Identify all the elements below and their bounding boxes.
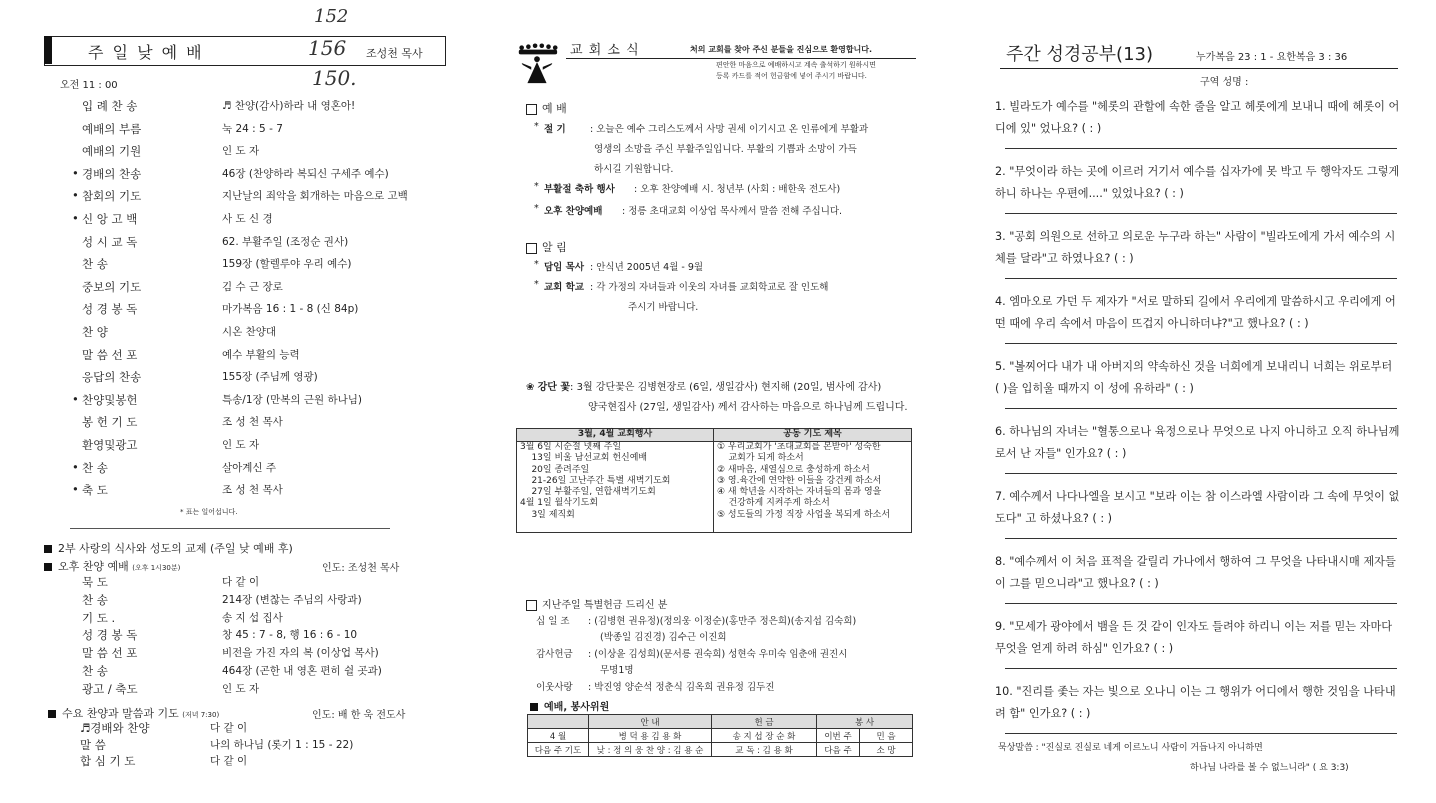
study-question: 10. "진리를 좇는 자는 빛으로 오나니 이는 그 행위가 어디에서 행한 것임을 나타내려 함" 인가요? ( : ) <box>995 685 1396 720</box>
offering-label: 감사헌금 <box>536 649 573 660</box>
order-label: 경배의 찬송 <box>82 166 142 181</box>
answer-line <box>1005 278 1397 279</box>
afternoon-label: 말 씀 선 포 <box>82 646 138 661</box>
order-row <box>82 121 442 139</box>
afternoon-row <box>82 681 412 697</box>
order-star: • <box>72 188 79 203</box>
offering-text: : 박진영 양순석 정춘식 김옥희 권유정 김두진 <box>588 682 775 693</box>
service-header-cell: 안 내 <box>589 715 712 729</box>
order-value: 159장 (할렐루야 우리 예수) <box>222 258 352 271</box>
service-cell: 민 음 <box>860 729 913 743</box>
prayer-item: ⑤ 성도들의 가정 직장 사업을 복되게 하소서 <box>717 509 891 520</box>
worship-news-label: 오후 찬양예배 <box>544 206 603 217</box>
wednesday-value: 다 같 이 <box>210 722 248 734</box>
order-value: 살아계신 주 <box>222 461 277 474</box>
order-label: 입 례 찬 송 <box>82 99 138 113</box>
event-item: 27일 부활주일, 연합새벽기도회 <box>520 487 656 498</box>
study-question: 3. "공회 의원으로 선하고 의로운 누구라 하는" 사람이 "빌라도에게 가서 예수의 시체를 달라"고 하였나요? ( : ) <box>995 230 1396 265</box>
order-star: • <box>72 391 79 406</box>
service-cell: 소 망 <box>860 743 913 757</box>
event-item: 21-26일 고난주간 특별 새벽기도회 <box>520 475 671 486</box>
wednesday-row <box>70 720 410 736</box>
events-header: 3월, 4월 교회행사 <box>517 429 714 442</box>
flower-line <box>526 378 881 393</box>
afternoon-label: 광고 / 축도 <box>82 681 138 696</box>
event-item: 20일 종려주일 <box>520 464 590 475</box>
bullet-square-icon <box>44 563 52 571</box>
prayer-item <box>717 521 908 532</box>
afternoon-row <box>82 574 412 590</box>
afternoon-row <box>82 645 412 661</box>
order-label: 봉 헌 기 도 <box>82 415 138 430</box>
prayers-list <box>714 442 912 533</box>
order-row <box>82 369 442 387</box>
order-value: 62. 부활주일 (조정순 권사) <box>222 235 349 248</box>
order-value: 사 도 신 경 <box>222 213 273 225</box>
service-header-cell: 헌 금 <box>712 715 817 729</box>
bullet-square-icon <box>48 710 56 718</box>
answer-line <box>1005 733 1397 734</box>
order-value: 시온 찬양대 <box>222 326 277 338</box>
title-box-marker <box>44 36 52 64</box>
order-label: 찬 양 <box>82 325 108 339</box>
afternoon-value: 비전을 가진 자의 복 (이상업 목사) <box>222 647 379 660</box>
order-value: 마가복음 16 : 1 - 8 (신 84p) <box>222 303 359 316</box>
order-row <box>72 459 442 478</box>
flower-text: : 3월 강단꽃은 김병현장로 (6일, 생일감사) 현지해 (20일, 범사에 감사) <box>570 382 882 393</box>
order-row <box>82 324 442 342</box>
choir-logo-icon <box>514 40 560 86</box>
order-value: 인 도 자 <box>222 439 260 451</box>
news-title: 교 회 소 식 <box>570 43 640 58</box>
order-label: 성 시 교 독 <box>82 234 138 249</box>
service-heading-text: 예배, 봉사위원 <box>544 702 610 713</box>
notice-label: 교회 학교 <box>544 282 585 293</box>
worship-news-label: 부활절 축하 행사 <box>544 184 615 195</box>
wednesday-leader: 인도: 배 한 욱 전도사 <box>312 710 406 721</box>
notice-heading <box>526 239 567 255</box>
service-heading <box>530 698 609 713</box>
offering-heading <box>526 596 667 611</box>
answer-line <box>1005 538 1397 539</box>
page-title: 주 일 낮 예 배 <box>88 43 204 62</box>
afternoon-row <box>82 610 412 626</box>
checkbox-icon <box>526 600 537 611</box>
wednesday-label: 말 씀 <box>80 737 106 752</box>
offering-text: : (김병현 권유정)(정의웅 이정순)(홍만주 정은희)(송지섭 김숙희) <box>588 616 857 627</box>
offering-label: 이웃사랑 <box>536 682 573 693</box>
worship-news-bullet: * <box>534 121 539 132</box>
order-label: 중보의 기도 <box>82 279 142 294</box>
service-cell: 다음 주 <box>817 743 860 757</box>
afternoon-value: 송 지 섭 집사 <box>222 611 283 624</box>
notice-label: 담임 목사 <box>544 262 585 273</box>
service-table <box>527 714 913 757</box>
offering-text: 무명1명 <box>600 665 634 676</box>
order-row <box>82 437 442 455</box>
study-question: 8. "예수께서 이 처음 표적을 갈릴리 가나에서 행하여 그 무엇을 나타내시매 제자들이 그를 믿으니라"고 했나요? ( : ) <box>995 555 1396 590</box>
study-question: 1. 빌라도가 예수를 "헤롯의 관할에 속한 줄을 알고 헤롯에게 보내니 때에 헤롯이 어디에 있" 었나요? ( : ) <box>995 100 1400 135</box>
flower-label: 강단 꽃 <box>537 382 571 393</box>
answer-line <box>1005 148 1397 149</box>
wednesday-heading <box>48 705 219 721</box>
service-time: 오전 11 : 00 <box>60 80 118 91</box>
standing-note: * 표는 일어섭니다. <box>180 508 238 516</box>
news-title-rule <box>566 58 916 59</box>
part2-text: 2부 사랑의 식사와 성도의 교제 (주일 낮 예배 후) <box>58 542 293 555</box>
wednesday-row <box>70 753 410 769</box>
meditation-line: 하나님 나라를 볼 수 없느니라" ( 요 3:3) <box>1190 763 1349 773</box>
notice-bullet: * <box>534 259 539 270</box>
worship-news-label: 절 기 <box>544 124 566 135</box>
order-label: 찬 송 <box>82 257 108 272</box>
meditation-line: 묵상말씀 : "진실로 진실로 네게 이르노니 사람이 거듭나지 아니하면 <box>998 743 1263 753</box>
checkbox-icon <box>526 104 537 115</box>
wednesday-value: 다 같 이 <box>210 755 248 767</box>
afternoon-value: 214장 (변찮는 주님의 사랑과) <box>222 593 362 606</box>
service-header-cell: 봉 사 <box>817 715 913 729</box>
order-star: • <box>72 482 79 497</box>
wednesday-time: (저녁 7:30) <box>182 711 220 719</box>
name-label: 구역 성명 : <box>1200 77 1249 88</box>
order-row <box>82 143 442 161</box>
wednesday-value: 나의 하나님 (롯기 1 : 15 - 22) <box>210 738 354 751</box>
notice-text: 주시기 바랍니다. <box>628 302 699 313</box>
notice-bullet: * <box>534 279 539 290</box>
checkbox-icon <box>526 243 537 254</box>
order-row <box>82 414 442 432</box>
worship-news-bullet: * <box>534 203 539 214</box>
order-label: 환영및광고 <box>82 438 138 452</box>
prayer-item: ④ 새 학년을 시작하는 자녀들의 몸과 영을 <box>717 487 882 498</box>
notice-text: : 안식년 2005년 4월 - 9월 <box>590 262 704 273</box>
order-value: 인 도 자 <box>222 145 260 158</box>
order-value: 46장 (찬양하라 복되신 구세주 예수) <box>222 167 389 180</box>
afternoon-label: 성 경 봉 독 <box>82 628 138 643</box>
order-value: 특송/1장 (만복의 근원 하나님) <box>222 393 362 406</box>
study-question: 2. "무엇이라 하는 곳에 이르러 거기서 예수를 십자가에 못 박고 두 행악자도 그렇게 하니 하나는 우편에...." 있었나요? ( : ) <box>995 165 1400 200</box>
order-value: 김 수 근 장로 <box>222 280 283 293</box>
answer-line <box>1005 668 1397 669</box>
order-value: 지난날의 죄악을 회개하는 마음으로 고백 <box>222 190 408 203</box>
service-cell: 이번 주 <box>817 729 860 743</box>
order-row <box>72 391 442 410</box>
order-row <box>82 301 442 319</box>
order-star: • <box>72 211 79 225</box>
order-label: 예배의 부름 <box>82 121 142 136</box>
worship-news-bullet: * <box>534 181 539 192</box>
order-row <box>82 98 442 116</box>
order-label: 찬 송 <box>82 460 108 475</box>
worship-heading <box>526 100 567 116</box>
order-value: 155장 (주님께 영광) <box>222 371 318 384</box>
order-row <box>72 482 442 500</box>
study-question: 9. "모세가 광야에서 뱀을 든 것 같이 인자도 들려야 하리니 이는 저를 믿는 자마다 무엇을 얻게 하려 하심" 인가요? ( : ) <box>995 620 1393 655</box>
order-row <box>72 165 442 184</box>
event-item: 13일 비울 남선교회 헌신예배 <box>520 453 648 464</box>
handwritten-note: 150. <box>312 66 357 90</box>
afternoon-row <box>82 627 412 643</box>
service-cell: 송 지 섭 장 순 화 <box>712 729 817 743</box>
answer-line <box>1005 343 1397 344</box>
offering-text: : (이상윤 김성희)(문서릉 권숙희) 성현숙 우미숙 임춘애 권진시 <box>588 649 848 660</box>
order-label: 참회의 기도 <box>82 189 142 204</box>
prayer-item: ② 새마음, 새열심으로 충성하게 하소서 <box>717 464 870 475</box>
prayer-header: 공동 기도 제목 <box>714 429 912 442</box>
event-item <box>520 521 710 532</box>
order-label: 찬양및봉헌 <box>82 392 138 407</box>
worship-heading-text: 예 배 <box>542 102 567 115</box>
flower-line-2: 양국현집사 (27일, 생일감사) 께서 감사하는 마음으로 하나님께 드립니다. <box>588 402 908 413</box>
order-star: • <box>72 459 79 474</box>
answer-line <box>1005 213 1397 214</box>
order-label: 성 경 봉 독 <box>82 302 138 317</box>
order-value: 눅 24 : 5 - 7 <box>222 122 283 135</box>
afternoon-heading <box>44 558 180 574</box>
worship-news-text: 영생의 소망을 주신 부활주일입니다. 부활의 기쁨과 소망이 가득 <box>594 144 857 155</box>
event-item: 3일 제직회 <box>520 509 575 520</box>
welcome-line: 편안한 마음으로 예배하시고 계속 출석하기 원하시면 <box>716 61 876 69</box>
event-item: 3월 6일 시순절 넷째 주일 <box>520 442 622 452</box>
answer-line <box>1005 408 1397 409</box>
afternoon-label: 기 도 . <box>82 610 116 625</box>
welcome-line: 처의 교회를 찾아 주신 분들을 진심으로 환영합니다. <box>690 45 873 54</box>
wednesday-row <box>70 737 410 753</box>
study-question: 7. 예수께서 나다나엘을 보시고 "보라 이는 참 이스라엘 사람이라 그 속에 무엇이 없도다" 고 하셨나요? ( : ) <box>995 490 1400 525</box>
welcome-line: 등록 카드를 적어 헌금함에 넣어 주시기 바랍니다. <box>716 72 867 80</box>
order-row <box>72 188 442 206</box>
bullet-square-icon <box>44 545 52 553</box>
order-value: 조 성 천 목사 <box>222 484 283 497</box>
bullet-square-icon <box>530 703 538 711</box>
worship-news-text: : 정릉 초대교회 이상업 목사께서 말씀 전해 주십니다. <box>622 206 843 217</box>
order-label: 축 도 <box>82 483 108 498</box>
afternoon-row <box>82 663 412 679</box>
afternoon-row <box>82 592 412 608</box>
study-range: 누가복음 23 : 1 - 요한복음 3 : 36 <box>1196 52 1348 63</box>
flower-icon: ❀ <box>526 382 538 393</box>
offering-text: (박종일 김진경) 김수근 이진희 <box>600 632 727 643</box>
handwritten-note: 156 <box>308 36 347 60</box>
afternoon-time: (오후 1시30분) <box>132 564 181 572</box>
order-row <box>82 256 442 274</box>
afternoon-label: 찬 송 <box>82 664 108 678</box>
wednesday-label: ♬경배와 찬양 <box>80 721 150 735</box>
handwritten-note: 152 <box>314 6 349 27</box>
prayer-item: 건강하게 지켜주게 하소서 <box>717 498 830 509</box>
afternoon-value: 다 같 이 <box>222 576 260 588</box>
study-question: 6. 하나님의 자녀는 "혈통으로나 육정으로나 무엇으로 나지 아니하고 오직 하나님께로서 난 자들" 인가요? ( : ) <box>995 425 1400 460</box>
order-value: 조 성 천 목사 <box>222 416 283 429</box>
events-list <box>517 442 714 533</box>
service-cell: 낮 : 정 의 웅 찬 양 : 김 용 순 <box>589 743 712 757</box>
afternoon-title: 오후 찬양 예배 <box>58 560 129 573</box>
afternoon-value: 인 도 자 <box>222 682 260 695</box>
wednesday-title: 수요 찬양과 말씀과 기도 <box>62 707 179 720</box>
part2-heading <box>44 540 293 556</box>
offering-heading-text: 지난주일 특별헌금 드리신 분 <box>542 600 668 611</box>
afternoon-value: 창 45 : 7 - 8, 행 16 : 6 - 10 <box>222 629 358 642</box>
study-title: 주간 성경공부(13) <box>1006 44 1153 65</box>
afternoon-label: 묵 도 <box>82 575 108 589</box>
service-cell: 병 덕 용 김 용 화 <box>589 729 712 743</box>
afternoon-label: 찬 송 <box>82 592 108 607</box>
order-label: 응답의 찬송 <box>82 370 142 385</box>
worship-news-text: : 오후 찬양예배 시. 청년부 (사회 : 배한욱 전도사) <box>634 184 841 195</box>
notice-heading-text: 알 림 <box>542 241 567 254</box>
service-cell: 교 독 : 김 용 화 <box>712 743 817 757</box>
order-star: • <box>72 165 79 180</box>
offering-label: 십 일 조 <box>536 616 570 627</box>
divider <box>70 528 390 529</box>
study-question: 5. "볼찌어다 내가 내 아버지의 약속하신 것을 너희에게 보내리니 너희는 위로부터 ( )을 입히울 때까지 이 성에 유하라" ( : ) <box>995 360 1393 395</box>
order-label: 예배의 기원 <box>82 144 142 159</box>
service-cell: 다음 주 기도 <box>528 743 589 757</box>
event-item: 4월 1일 월삭기도회 <box>520 498 599 509</box>
wednesday-label: 합 심 기 도 <box>80 754 136 768</box>
study-question: 4. 엠마오로 가던 두 제자가 "서로 말하되 길에서 우리에게 말씀하시고 우리에게 어떤 때에 우리 속에서 마음이 뜨겁지 아니하더냐?"고 했나요? ( : ) <box>995 295 1396 330</box>
worship-news-text: : 오늘은 예수 그리스도께서 사망 권세 이기시고 온 인류에게 부활과 <box>590 124 869 135</box>
order-label: 신 앙 고 백 <box>82 212 138 226</box>
afternoon-value: 464장 (곤한 내 영혼 편히 쉴 곳과) <box>222 665 382 677</box>
service-cell: 4 월 <box>528 729 589 743</box>
order-row <box>72 211 442 229</box>
notice-text: : 각 가정의 자녀들과 이웃의 자녀를 교회학교로 잘 인도해 <box>590 282 829 293</box>
order-value: 예수 부활의 능력 <box>222 348 300 361</box>
afternoon-leader: 인도: 조성천 목사 <box>322 563 400 574</box>
study-title-rule <box>1000 68 1398 69</box>
worship-news-text: 하시길 기원합니다. <box>594 164 674 175</box>
order-value: ♬ 찬양(감사)하라 내 영혼아! <box>222 100 356 112</box>
pastor-name: 조성천 목사 <box>366 47 423 60</box>
prayer-item: ③ 영.육간에 연약한 이들을 강건케 하소서 <box>717 475 882 486</box>
answer-line <box>1005 473 1397 474</box>
events-table <box>516 428 912 533</box>
answer-line <box>1005 603 1397 604</box>
order-row <box>82 347 442 365</box>
order-row <box>82 279 442 297</box>
prayer-item: 교회가 되게 하소서 <box>717 453 804 464</box>
order-label: 말 씀 선 포 <box>82 347 138 362</box>
service-header-cell <box>528 715 589 729</box>
order-row <box>82 234 442 252</box>
prayer-item: ① 우리교회가 '초대교회를 본받아' 성숙한 <box>717 442 881 452</box>
